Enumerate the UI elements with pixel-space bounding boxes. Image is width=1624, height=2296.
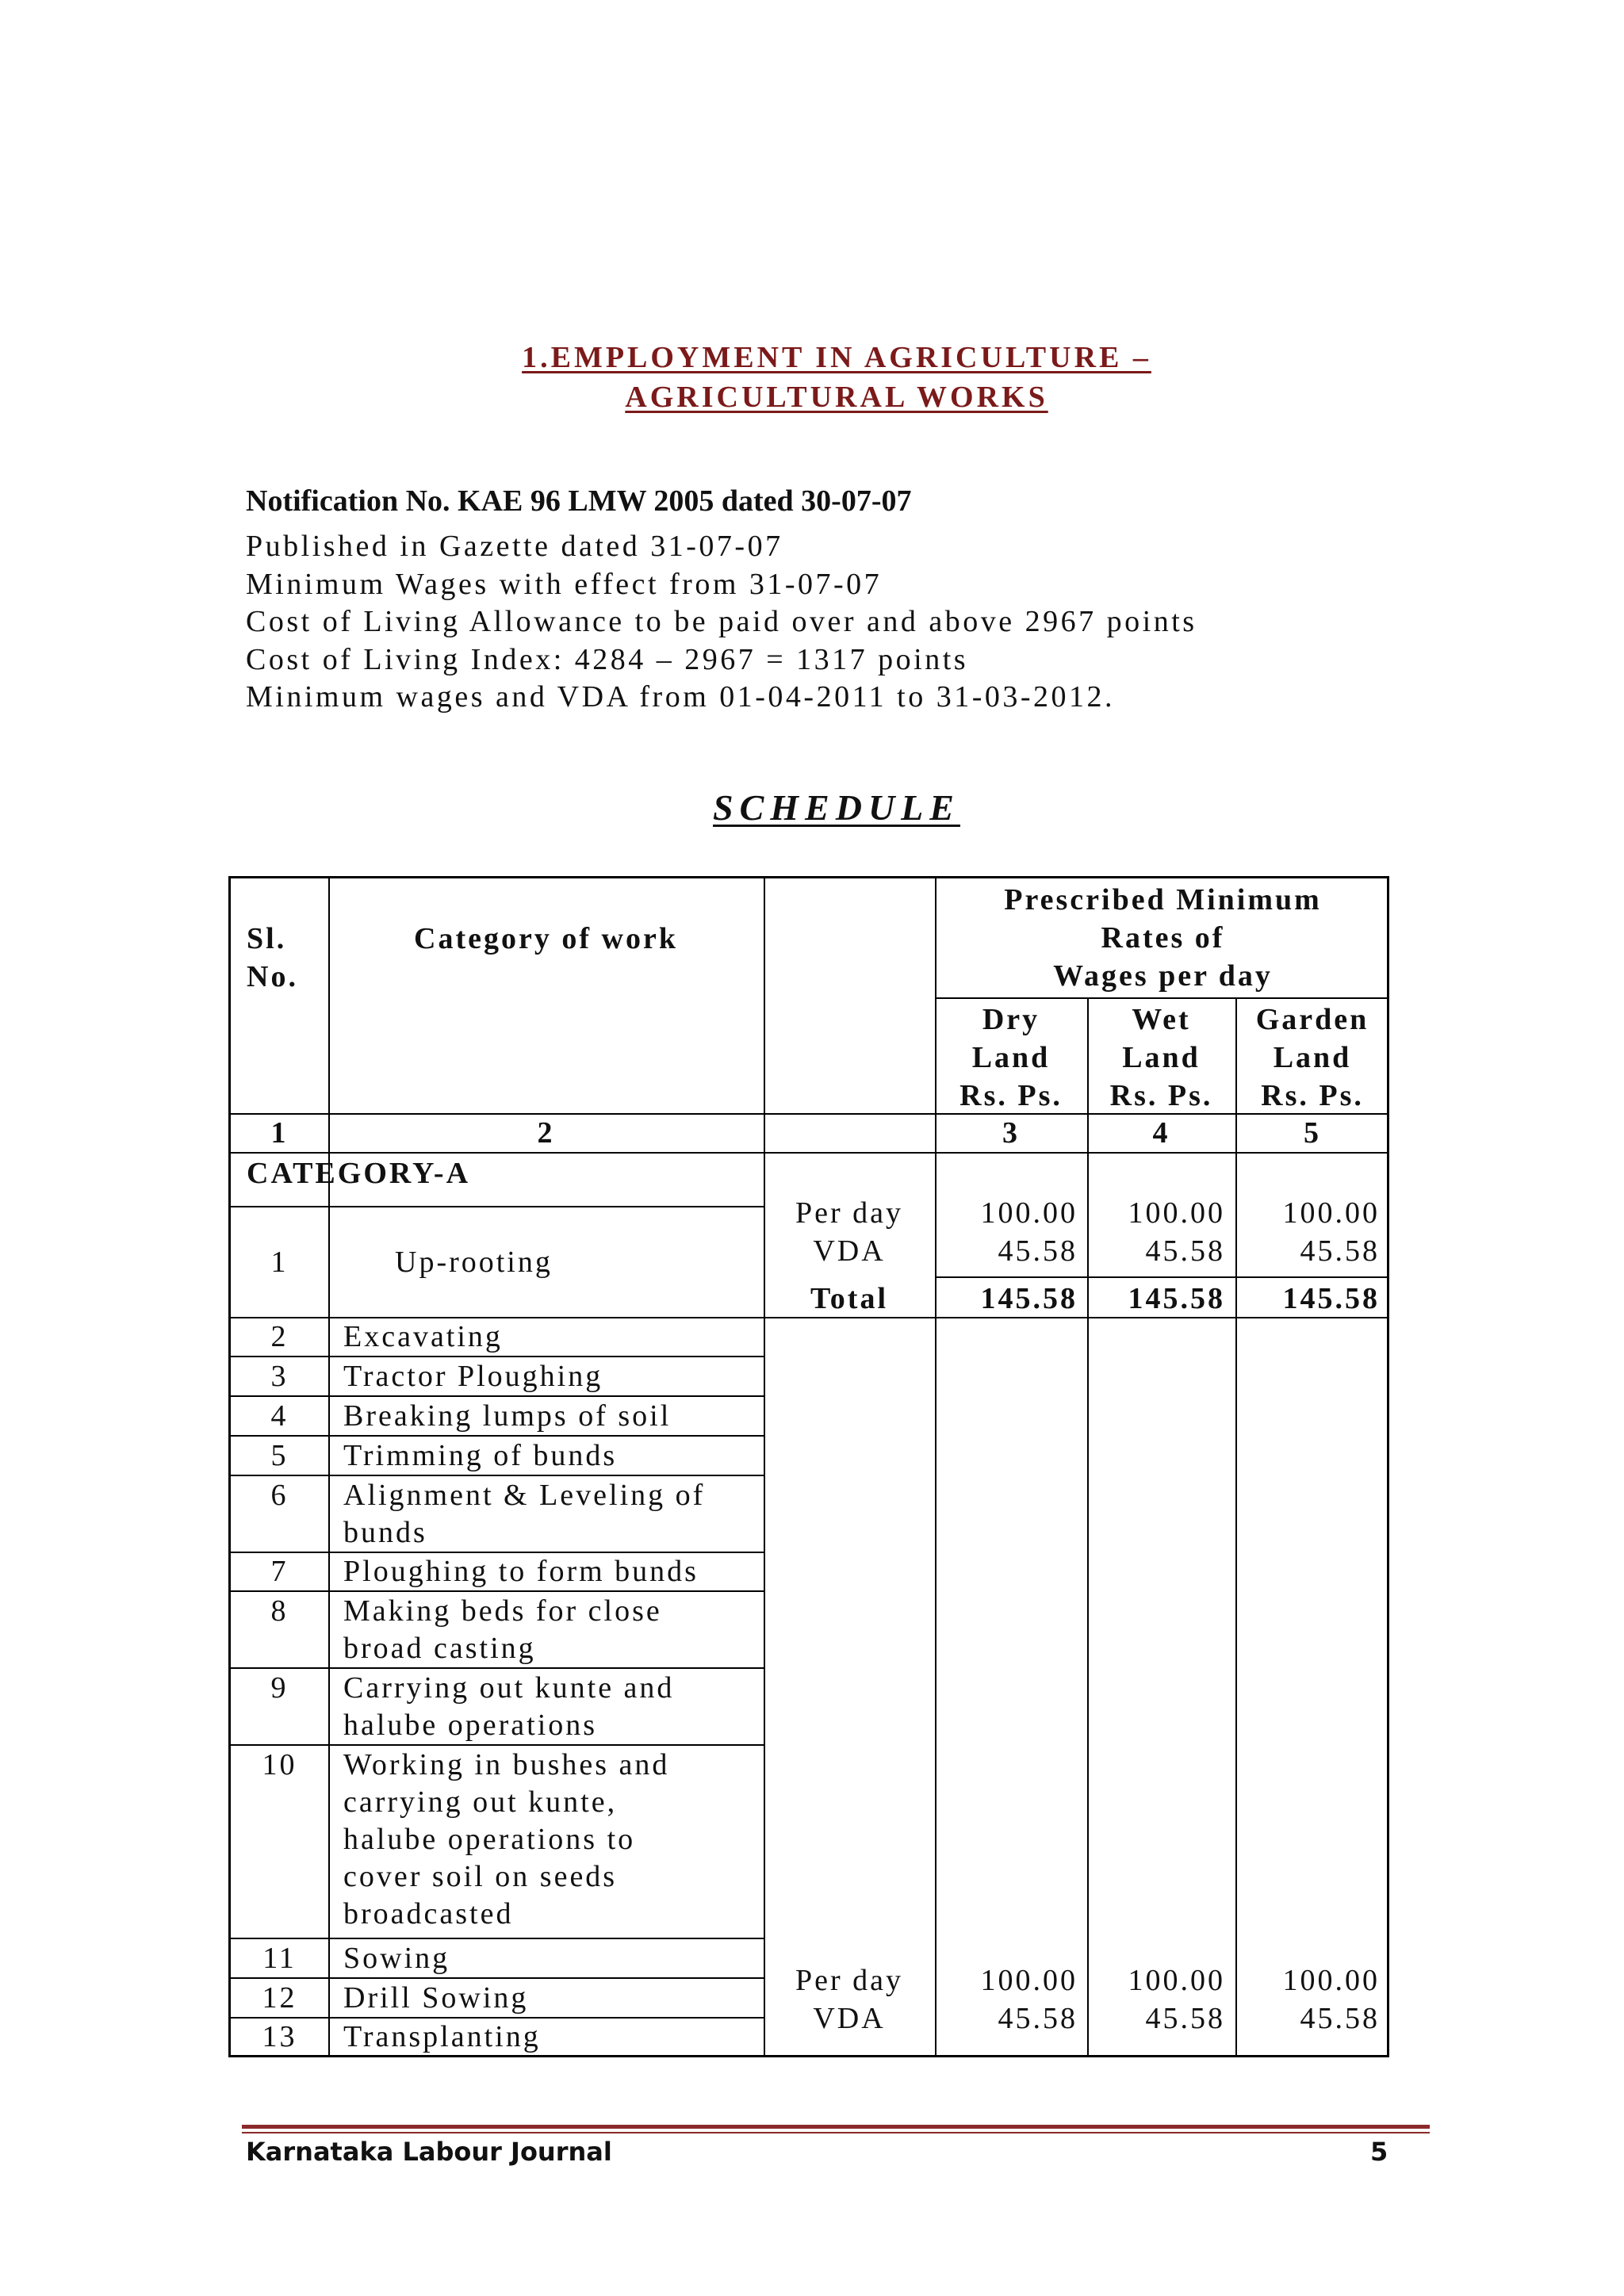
footer-rule-thick bbox=[242, 2125, 1430, 2129]
row-1-vda: VDA bbox=[813, 1234, 886, 1268]
header-garden-1: Garden bbox=[1255, 1003, 1369, 1036]
row-10-work-line-5: broadcasted bbox=[343, 1897, 514, 1931]
col-divider-dry bbox=[1087, 997, 1089, 2055]
col-divider-category bbox=[764, 878, 765, 2055]
header-wet-2: Land bbox=[1122, 1041, 1201, 1074]
row-4-work: Breaking lumps of soil bbox=[343, 1399, 672, 1433]
colnum-5: 5 bbox=[1304, 1116, 1321, 1150]
row-8-sl: 8 bbox=[270, 1594, 289, 1628]
row-5-work: Trimming of bunds bbox=[343, 1439, 618, 1472]
detail-index: Cost of Living Index: 4284 – 2967 = 1317 points bbox=[246, 642, 969, 676]
col-divider-wet bbox=[1235, 997, 1237, 2055]
schedule-title: SCHEDULE bbox=[713, 787, 960, 828]
row-11-sl: 11 bbox=[262, 1942, 297, 1975]
row-3-sl: 3 bbox=[270, 1360, 289, 1393]
row-line-rates bbox=[935, 1276, 1389, 1278]
row-6-work-line-1: Alignment & Leveling of bbox=[343, 1479, 706, 1512]
row-5-sl: 5 bbox=[270, 1439, 289, 1472]
row-6-work-line-2: bunds bbox=[343, 1516, 427, 1549]
row-12-sl: 12 bbox=[262, 1981, 297, 2015]
wage-schedule-table bbox=[228, 876, 1389, 2057]
row-11-work: Sowing bbox=[343, 1942, 450, 1975]
header-garden-3: Rs. Ps. bbox=[1261, 1079, 1364, 1112]
row-10-work-line-4: cover soil on seeds bbox=[343, 1860, 618, 1893]
row-13-sl: 13 bbox=[262, 2020, 297, 2053]
header-prescribed-2: Rates of bbox=[1101, 921, 1225, 955]
wet-rate-2: 100.00 bbox=[1128, 1964, 1225, 1997]
row-12-work: Drill Sowing bbox=[343, 1981, 529, 2015]
garden-vda-2: 45.58 bbox=[1300, 2002, 1380, 2035]
wet-total-1: 145.58 bbox=[1128, 1282, 1225, 1315]
row-10-work-line-1: Working in bushes and bbox=[343, 1748, 670, 1781]
header-dry-3: Rs. Ps. bbox=[959, 1079, 1063, 1112]
colnum-1: 1 bbox=[270, 1116, 289, 1150]
row-8-work-line-2: broad casting bbox=[343, 1632, 536, 1665]
row-1-sl: 1 bbox=[270, 1246, 289, 1279]
wet-rate-1: 100.00 bbox=[1128, 1196, 1225, 1230]
header-category: Category of work bbox=[414, 922, 678, 955]
header-no: No. bbox=[247, 960, 298, 993]
detail-period: Minimum wages and VDA from 01-04-2011 to 31-03-2012. bbox=[246, 680, 1116, 714]
bottom-per-day: Per day bbox=[795, 1964, 904, 1997]
col-divider-sl bbox=[328, 878, 330, 2055]
notification-details bbox=[246, 528, 1197, 717]
row-7-sl: 7 bbox=[270, 1555, 289, 1588]
row-1-per-day: Per day bbox=[795, 1196, 904, 1230]
garden-rate-2: 100.00 bbox=[1282, 1964, 1380, 1997]
header-garden-2: Land bbox=[1273, 1041, 1352, 1074]
row-1-work: Up-rooting bbox=[395, 1246, 553, 1279]
bottom-vda: VDA bbox=[813, 2002, 886, 2035]
garden-total-1: 145.58 bbox=[1282, 1282, 1380, 1315]
row-10-work-line-3: halube operations to bbox=[343, 1823, 636, 1856]
row-10-sl: 10 bbox=[262, 1748, 297, 1781]
row-7-work: Ploughing to form bunds bbox=[343, 1555, 699, 1588]
header-dry-2: Land bbox=[971, 1041, 1051, 1074]
row-9-sl: 9 bbox=[270, 1671, 289, 1705]
header-sl: Sl. bbox=[247, 922, 287, 955]
row-9-work-line-2: halube operations bbox=[343, 1709, 598, 1742]
row-1-total-label: Total bbox=[810, 1282, 889, 1315]
notification-number: Notification No. KAE 96 LMW 2005 dated 30-07-07 bbox=[246, 484, 912, 518]
row-10-work-line-2: carrying out kunte, bbox=[343, 1785, 618, 1819]
garden-rate-1: 100.00 bbox=[1282, 1196, 1380, 1230]
row-8-work-line-1: Making beds for close bbox=[343, 1594, 662, 1628]
wet-vda-1: 45.58 bbox=[1145, 1234, 1225, 1268]
heading-line-1: 1.EMPLOYMENT IN AGRICULTURE – bbox=[522, 341, 1151, 374]
row-6-sl: 6 bbox=[270, 1479, 289, 1512]
header-prescribed-3: Wages per day bbox=[1053, 959, 1273, 993]
footer-journal-name: Karnataka Labour Journal bbox=[246, 2137, 612, 2167]
dry-vda-2: 45.58 bbox=[998, 2002, 1078, 2035]
dry-rate-2: 100.00 bbox=[980, 1964, 1078, 1997]
heading-line-2: AGRICULTURAL WORKS bbox=[625, 381, 1048, 414]
footer-page-number: 5 bbox=[1370, 2137, 1388, 2167]
garden-vda-1: 45.58 bbox=[1300, 1234, 1380, 1268]
footer-rule-thin bbox=[242, 2132, 1430, 2133]
row-2-sl: 2 bbox=[270, 1320, 289, 1353]
row-4-sl: 4 bbox=[270, 1399, 289, 1433]
row-3-work: Tractor Ploughing bbox=[343, 1360, 603, 1393]
row-9-work-line-1: Carrying out kunte and bbox=[343, 1671, 675, 1705]
header-wet-3: Rs. Ps. bbox=[1109, 1079, 1213, 1112]
colnum-2: 2 bbox=[537, 1116, 555, 1150]
dry-vda-1: 45.58 bbox=[998, 1234, 1078, 1268]
row-line-category bbox=[231, 1206, 764, 1207]
detail-cola: Cost of Living Allowance to be paid over and above 2967 points bbox=[246, 605, 1197, 638]
detail-effect-date: Minimum Wages with effect from 31-07-07 bbox=[246, 567, 883, 601]
colnum-4: 4 bbox=[1152, 1116, 1170, 1150]
header-wet-1: Wet bbox=[1132, 1003, 1191, 1036]
colnum-3: 3 bbox=[1002, 1116, 1020, 1150]
row-line-prescribed bbox=[935, 997, 1389, 999]
row-13-work: Transplanting bbox=[343, 2020, 541, 2053]
header-dry-1: Dry bbox=[982, 1003, 1040, 1036]
row-2-work: Excavating bbox=[343, 1320, 503, 1353]
wet-vda-2: 45.58 bbox=[1145, 2002, 1225, 2035]
header-prescribed-1: Prescribed Minimum bbox=[1004, 883, 1322, 916]
page-heading bbox=[0, 338, 1624, 417]
row-line-colnums bbox=[231, 1152, 1389, 1154]
dry-total-1: 145.58 bbox=[980, 1282, 1078, 1315]
detail-gazette: Published in Gazette dated 31-07-07 bbox=[246, 530, 783, 563]
dry-rate-1: 100.00 bbox=[980, 1196, 1078, 1230]
category-a-label: CATEGORY-A bbox=[247, 1157, 471, 1190]
